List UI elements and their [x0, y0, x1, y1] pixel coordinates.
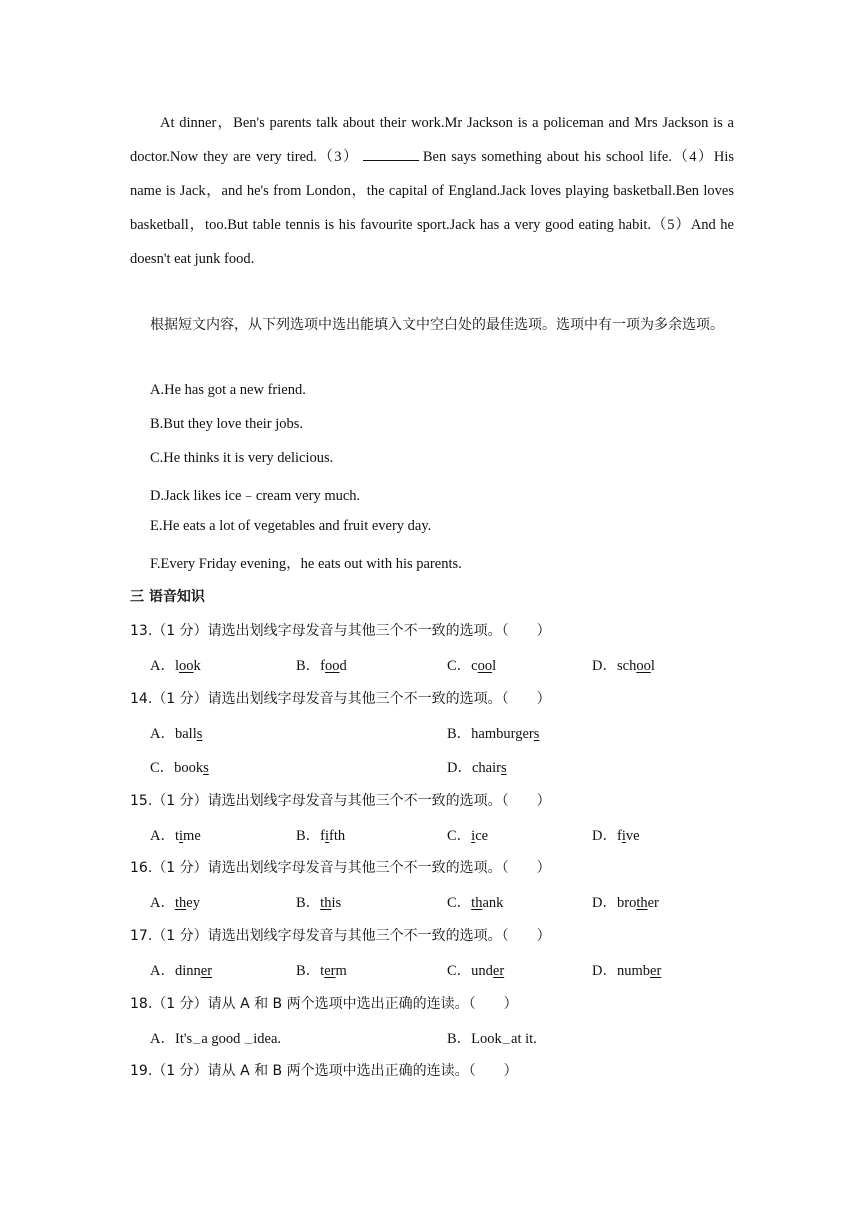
q17-choice-d[interactable]: D．number	[592, 963, 662, 979]
section-title: 三 语音知识	[130, 589, 205, 605]
liaison-mark: ‿	[193, 1034, 201, 1045]
q13-choice-a[interactable]: A．look	[150, 658, 201, 674]
blank-3[interactable]	[363, 146, 419, 161]
passage-paragraph: At dinner，Ben's parents talk about their work.Mr Jackson is a policeman and Mrs Jackson is a doctor.Now they are very tired.（3） Ben says something about his school life.（4）His name is Jack，and he's from London，the capital of England.Jack loves playing basketball.Ben loves basketball，too.But table tennis is his favourite sport.Jack has a very good eating habit.（5）And he doesn't eat junk food.	[130, 115, 734, 267]
option-d: D.Jack likes ice﹣cream very much.	[150, 488, 361, 504]
q16-choice-a[interactable]: A．they	[150, 895, 200, 911]
question-17-stem: 17.（1 分）请选出划线字母发音与其他三个不一致的选项。（ ）	[130, 928, 551, 944]
q17-choice-c[interactable]: C．under	[447, 963, 505, 979]
q14-choice-c[interactable]: C．books	[150, 760, 209, 776]
q17-choice-a[interactable]: A．dinner	[150, 963, 213, 979]
q15-choice-a[interactable]: A．time	[150, 828, 201, 844]
q14-choice-b[interactable]: B．hamburgers	[447, 726, 540, 742]
option-e: E.He eats a lot of vegetables and fruit every day.	[150, 518, 432, 534]
q15-choice-b[interactable]: B．fifth	[296, 828, 346, 844]
liaison-mark: ‿	[502, 1034, 511, 1045]
option-a: A.He has got a new friend.	[150, 382, 306, 398]
liaison-mark: ‿	[245, 1034, 253, 1045]
question-18-stem: 18.（1 分）请从 A 和 B 两个选项中选出正确的连读。（ ）	[130, 996, 518, 1012]
q16-choice-b[interactable]: B．this	[296, 895, 342, 911]
q16-choice-c[interactable]: C．thank	[447, 895, 504, 911]
option-f: F.Every Friday evening，he eats out with his parents.	[150, 556, 462, 572]
q16-choice-d[interactable]: D．brother	[592, 895, 659, 911]
q15-choice-d[interactable]: D．five	[592, 828, 640, 844]
question-13-stem: 13.（1 分）请选出划线字母发音与其他三个不一致的选项。（ ）	[130, 623, 551, 639]
q14-choice-d[interactable]: D．chairs	[447, 760, 507, 776]
q13-choice-b[interactable]: B．food	[296, 658, 347, 674]
option-b: B.But they love their jobs.	[150, 416, 304, 432]
question-15-stem: 15.（1 分）请选出划线字母发音与其他三个不一致的选项。（ ）	[130, 793, 551, 809]
question-19-stem: 19.（1 分）请从 A 和 B 两个选项中选出正确的连读。（ ）	[130, 1063, 518, 1079]
q18-choice-a[interactable]: A．It's‿a good ‿idea.	[150, 1031, 282, 1047]
q18-choice-b[interactable]: B．Look‿at it.	[447, 1031, 537, 1047]
q13-choice-c[interactable]: C．cool	[447, 658, 497, 674]
q15-choice-c[interactable]: C．ice	[447, 828, 489, 844]
question-16-stem: 16.（1 分）请选出划线字母发音与其他三个不一致的选项。（ ）	[130, 860, 551, 876]
reading-passage	[130, 106, 734, 276]
question-14-stem: 14.（1 分）请选出划线字母发音与其他三个不一致的选项。（ ）	[130, 691, 551, 707]
instruction-text: 根据短文内容，从下列选项中选出能填入文中空白处的最佳选项。选项中有一项为多余选项。	[150, 317, 724, 333]
q17-choice-b[interactable]: B．term	[296, 963, 347, 979]
q14-choice-a[interactable]: A．balls	[150, 726, 203, 742]
option-c: C.He thinks it is very delicious.	[150, 450, 334, 466]
q13-choice-d[interactable]: D．school	[592, 658, 655, 674]
